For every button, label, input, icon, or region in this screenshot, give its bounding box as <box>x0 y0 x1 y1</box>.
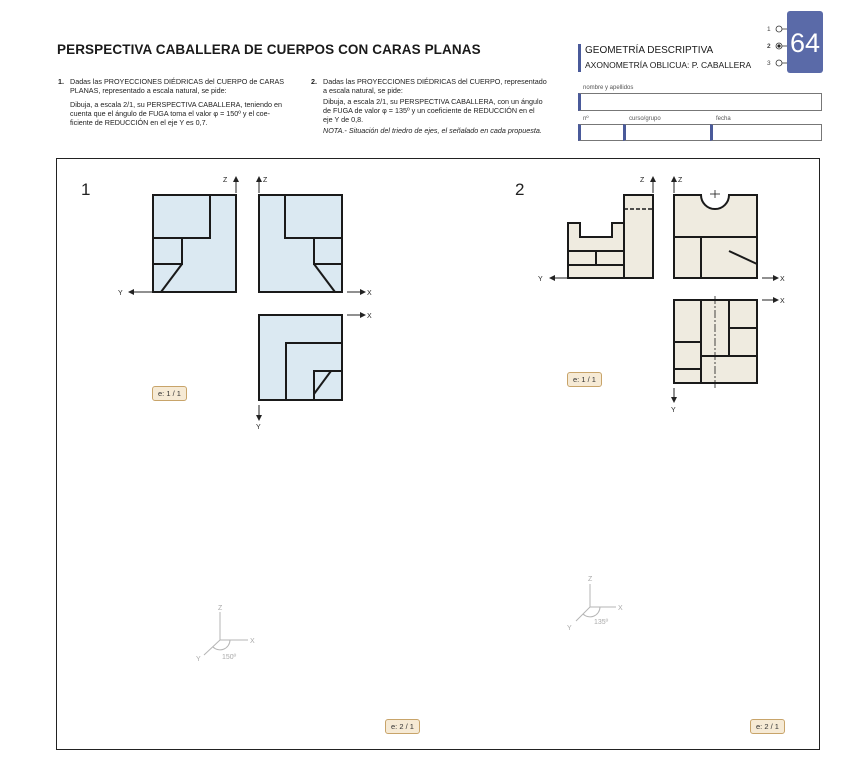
subject-title: GEOMETRÍA DESCRIPTIVA <box>585 45 714 56</box>
axis-label-x: X <box>780 276 785 283</box>
date-field[interactable] <box>710 124 822 141</box>
axis-label-x: X <box>367 290 372 297</box>
exercise-note: NOTA.- Situación del triedro de ejes, el señalado en cada propuesta. <box>323 126 542 135</box>
option-label: 3 <box>767 60 771 67</box>
axis-label-z: Z <box>678 177 683 184</box>
exercise-1 <box>58 77 303 137</box>
number-label: nº <box>583 116 589 122</box>
scale-badge: e: 2 / 1 <box>750 719 785 734</box>
axis-label-x: X <box>618 605 623 612</box>
side-view <box>674 190 757 278</box>
name-field[interactable] <box>578 93 822 111</box>
axis-label-z: Z <box>223 177 228 184</box>
exercise-line: ficiente de REDUCCIÓN en el eje Y es 0,7. <box>70 118 208 127</box>
axis-label-x: X <box>250 638 255 645</box>
exercise-line: a escala natural, se pide: <box>323 86 403 95</box>
axis-triad-2 <box>560 572 640 637</box>
axis-label-x: X <box>780 298 785 305</box>
axis-label-z: Z <box>588 576 593 583</box>
axis-label-y: Y <box>567 625 572 632</box>
exercise-line: cuenta que el ángulo de FUGA toma el valor φ = 150º y el coe- <box>70 109 271 118</box>
axis-label-z: Z <box>263 177 268 184</box>
problem-number-1: 1 <box>81 180 91 199</box>
exercise-line: Dibuja, a escala 2/1, su PERSPECTIVA CABALLERA, con un ángulo <box>323 97 543 106</box>
group-label: curso/grupo <box>629 116 661 122</box>
exercise-2 <box>311 77 559 147</box>
sheet-number: 64 <box>789 28 821 58</box>
scale-badge: e: 1 / 1 <box>567 372 602 387</box>
option-selector[interactable] <box>772 24 788 70</box>
scale-badge: e: 2 / 1 <box>385 719 420 734</box>
exercise-line: Dadas las PROYECCIONES DIÉDRICAS del CUERPO de CARAS <box>70 77 285 86</box>
axis-label-y: Y <box>538 276 543 283</box>
side-view <box>259 195 342 292</box>
date-label: fecha <box>716 116 731 122</box>
plan-view <box>259 315 342 400</box>
axis-label-z: Z <box>218 605 223 612</box>
axis-label-y: Y <box>256 424 261 431</box>
number-field[interactable] <box>578 124 624 141</box>
angle-label: 150º <box>222 654 237 661</box>
axis-label-z: Z <box>640 177 645 184</box>
page-title: PERSPECTIVA CABALLERA DE CUERPOS CON CARAS PLANAS <box>57 42 481 57</box>
scale-badge: e: 1 / 1 <box>152 386 187 401</box>
angle-label: 135º <box>594 619 609 626</box>
front-view <box>153 195 236 292</box>
axis-label-y: Y <box>118 290 123 297</box>
exercise-line: Dibuja, a escala 2/1, su PERSPECTIVA CABALLERA, teniendo en <box>70 100 283 109</box>
plan-view <box>674 296 757 388</box>
group-field[interactable] <box>623 124 711 141</box>
subject-subtitle: AXONOMETRÍA OBLICUA: P. CABALLERA <box>585 60 752 70</box>
axis-label-x: X <box>367 313 372 320</box>
option-label: 2 <box>767 43 771 50</box>
axis-label-y: Y <box>671 407 676 414</box>
exercise-line: eje Y de 0,8. <box>323 115 364 124</box>
front-view <box>568 195 653 278</box>
axis-triad-1 <box>190 600 270 670</box>
exercise-line: Dadas las PROYECCIONES DIÉDRICAS del CUERPO, representado <box>323 77 547 86</box>
name-label: nombre y apellidos <box>583 85 634 91</box>
exercise-line: PLANAS, representado a escala natural, se pide: <box>70 86 227 95</box>
exercise-line: de FUGA de valor φ = 135º y un coeficiente de REDUCCIÓN en el <box>323 106 535 115</box>
exercise-number: 1. <box>58 77 64 86</box>
exercise-number: 2. <box>311 77 317 86</box>
option-label: 1 <box>767 26 771 33</box>
problem-number-2: 2 <box>515 180 525 199</box>
axis-label-y: Y <box>196 656 201 663</box>
